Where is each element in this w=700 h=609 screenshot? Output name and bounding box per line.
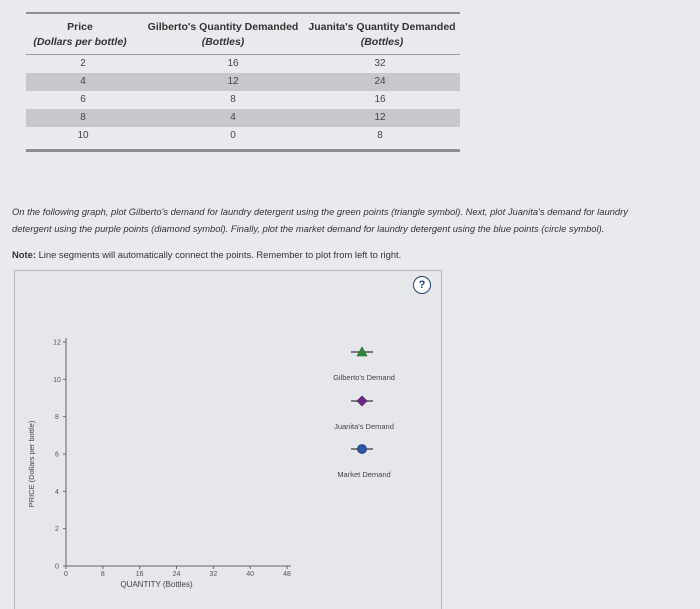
y-tick-label: 8 xyxy=(55,414,59,422)
y-tick-label: 4 xyxy=(55,488,59,496)
header-gilberto-units: (Bottles) xyxy=(201,36,245,48)
header-gilberto-label: Gilberto's Quantity Demanded xyxy=(147,21,299,33)
y-tick-label: 12 xyxy=(53,339,61,347)
x-tick-label: 8 xyxy=(100,571,105,578)
header-price-units: (Dollars per bottle) xyxy=(33,36,127,48)
y-tick-label: 2 xyxy=(55,526,59,534)
legend-label: Market Demand xyxy=(337,470,391,479)
circle-icon[interactable] xyxy=(358,445,367,454)
x-tick-label: 40 xyxy=(246,571,255,578)
cell-juanita: 32 xyxy=(374,58,386,69)
y-tick-label: 10 xyxy=(53,376,61,384)
x-tick-label: 48 xyxy=(283,571,291,578)
x-axis-title: QUANTITY (Bottles) xyxy=(120,580,193,589)
cell-price: 8 xyxy=(80,112,86,123)
note-text: Line segments will automatically connect the points. Remember to plot from left to right. xyxy=(35,249,402,260)
x-tick-label: 24 xyxy=(172,571,181,578)
cell-juanita: 8 xyxy=(377,130,383,141)
x-tick-label: 16 xyxy=(135,571,144,578)
instructions-line-2: detergent using the purple points (diamond symbol). Finally, plot the market demand for laundry detergent using the blue points (circle symbol). xyxy=(12,223,605,234)
diamond-icon[interactable] xyxy=(357,396,367,406)
cell-gilberto: 12 xyxy=(227,76,239,87)
help-button[interactable]: ? xyxy=(413,276,431,294)
cell-juanita: 16 xyxy=(374,94,386,105)
cell-gilberto: 8 xyxy=(230,94,236,105)
cell-juanita: 24 xyxy=(374,76,386,87)
y-tick-label: 0 xyxy=(55,563,59,571)
cell-price: 10 xyxy=(77,130,89,141)
cell-price: 4 xyxy=(80,76,86,87)
cell-gilberto: 0 xyxy=(230,130,236,141)
header-price-label: Price xyxy=(67,21,93,33)
y-axis-title: PRICE (Dollars per bottle) xyxy=(27,420,36,508)
header-juanita-label: Juanita's Quantity Demanded xyxy=(308,21,456,33)
x-tick-label: 32 xyxy=(209,571,218,578)
note-label: Note: xyxy=(12,249,36,260)
legend-label: Juanita's Demand xyxy=(334,422,394,431)
y-tick-label: 6 xyxy=(55,451,59,459)
x-tick-label: 0 xyxy=(64,571,68,578)
header-juanita-units: (Bottles) xyxy=(360,36,404,48)
cell-gilberto: 4 xyxy=(230,112,236,123)
cell-juanita: 12 xyxy=(374,112,386,123)
cell-price: 2 xyxy=(80,58,86,69)
cell-price: 6 xyxy=(80,94,86,105)
instructions-line-1: On the following graph, plot Gilberto's demand for laundry detergent using the green points (triangle symbol). Next, plot Juanita's demand for laundry xyxy=(12,206,628,217)
legend-label: Gilberto's Demand xyxy=(333,373,395,382)
cell-gilberto: 16 xyxy=(227,58,239,69)
